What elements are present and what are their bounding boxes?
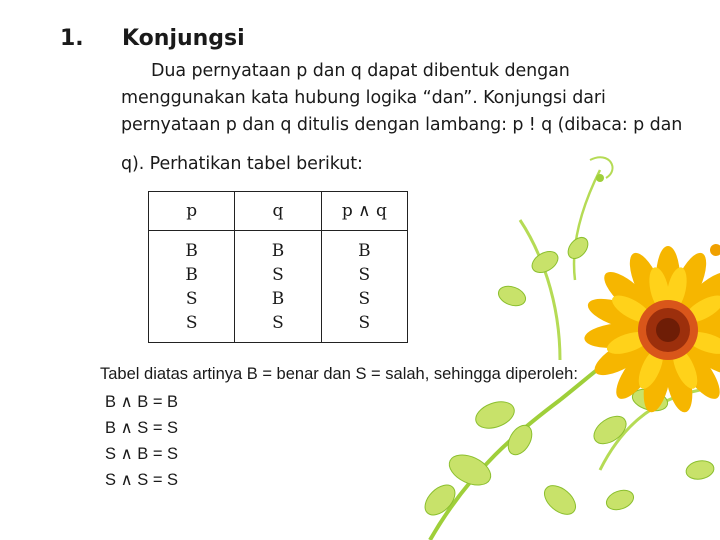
- table-cell: S: [358, 312, 371, 333]
- column-q-values: [235, 231, 321, 343]
- table-cell: S: [272, 264, 284, 285]
- paragraph-line: q). Perhatikan tabel berikut:: [121, 154, 363, 174]
- table-cell: S: [358, 288, 371, 309]
- rule-line: S ∧ B = S: [105, 445, 179, 463]
- conjunction-rules: [105, 390, 178, 494]
- table-header-row: [149, 192, 408, 231]
- table-cell: S: [185, 312, 198, 333]
- header-p-and-q: p ∧ q: [321, 192, 407, 231]
- table-cell: S: [185, 288, 198, 309]
- rule-line: S ∧ S = S: [105, 471, 179, 489]
- truth-table: [148, 191, 408, 343]
- list-number: 1.: [60, 26, 84, 51]
- rule-line: B ∧ B = B: [105, 393, 179, 411]
- paragraph-line: pernyataan p dan q ditulis dengan lambang: p ! q (dibaca: p dan: [121, 115, 683, 135]
- table-cell: B: [271, 288, 285, 309]
- rule-line: B ∧ S = S: [105, 419, 179, 437]
- table-cell: S: [358, 264, 371, 285]
- table-row: [149, 231, 408, 343]
- paragraph-line: menggunakan kata hubung logika “dan”. Konjungsi dari: [121, 88, 606, 108]
- paragraph-line: Dua pernyataan p dan q dapat dibentuk dengan: [151, 61, 570, 81]
- table-cell: B: [358, 240, 371, 261]
- table-cell: B: [271, 240, 285, 261]
- table-cell: B: [185, 240, 198, 261]
- description-paragraph: [121, 58, 701, 178]
- table-cell: S: [272, 312, 284, 333]
- header-p: p: [149, 192, 235, 231]
- slide-title: Konjungsi: [122, 26, 245, 51]
- table-explanation: Tabel diatas artinya B = benar dan S = salah, sehingga diperoleh:: [100, 365, 578, 383]
- header-q: q: [235, 192, 321, 231]
- table-cell: B: [185, 264, 198, 285]
- column-p-values: [149, 231, 235, 343]
- column-p-and-q-values: [321, 231, 407, 343]
